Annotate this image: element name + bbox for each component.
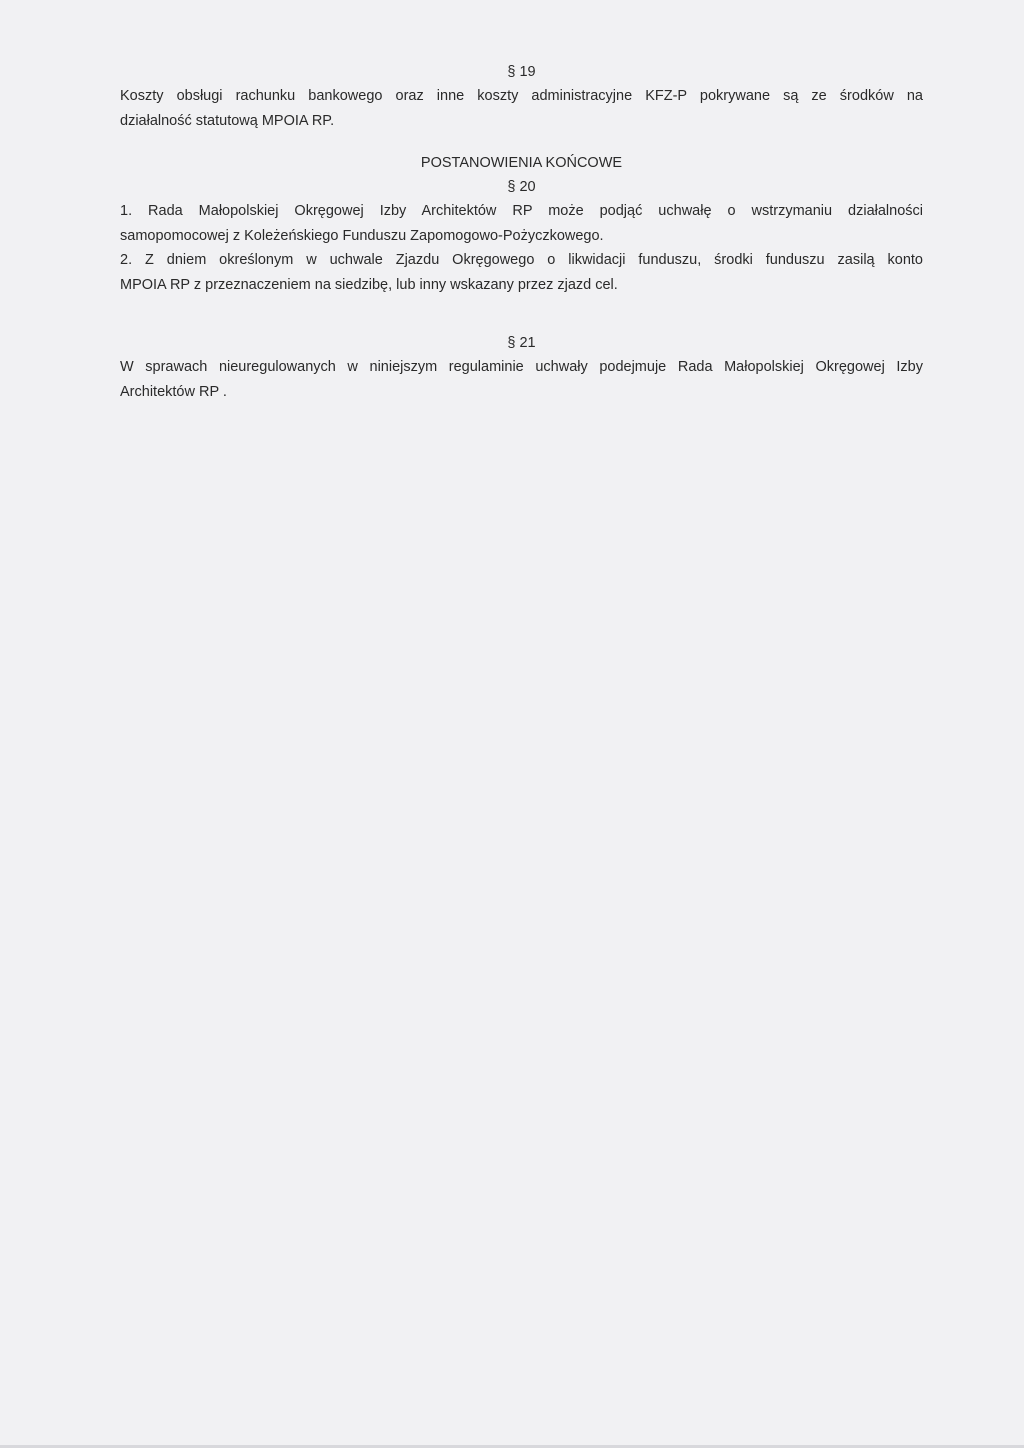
- final-provisions-heading: POSTANOWIENIA KOŃCOWE: [420, 155, 623, 171]
- section-21-line: W sprawach nieuregulowanych w niniejszym regulaminie uchwały podejmuje Rada Małopolskiej Okręgowej Izby: [120, 359, 923, 375]
- section-21-heading: § 21: [507, 335, 536, 351]
- section-20-item-2-line: MPOIA RP z przeznaczeniem na siedzibę, lub inny wskazany przez zjazd cel.: [120, 276, 618, 293]
- section-20-heading: § 20: [507, 179, 536, 195]
- section-21: [120, 331, 923, 404]
- section-20-item-1-line: samopomocowej z Koleżeńskiego Funduszu Zapomogowo-Pożyczkowego.: [120, 227, 604, 244]
- section-19-line: działalność statutową MPOIA RP.: [120, 112, 335, 129]
- section-19-heading: § 19: [507, 64, 536, 80]
- section-20-item-2-line: 2. Z dniem określonym w uchwale Zjazdu Okręgowego o likwidacji funduszu, środki funduszu zasilą konto: [120, 252, 923, 268]
- section-21-line: Architektów RP .: [120, 383, 227, 400]
- section-19: [120, 60, 923, 133]
- section-19-line: Koszty obsługi rachunku bankowego oraz inne koszty administracyjne KFZ-P pokrywane są ze środków na: [120, 88, 923, 104]
- section-20: [120, 151, 923, 297]
- section-20-item-1-line: 1. Rada Małopolskiej Okręgowej Izby Architektów RP może podjąć uchwałę o wstrzymaniu działalności: [120, 203, 923, 219]
